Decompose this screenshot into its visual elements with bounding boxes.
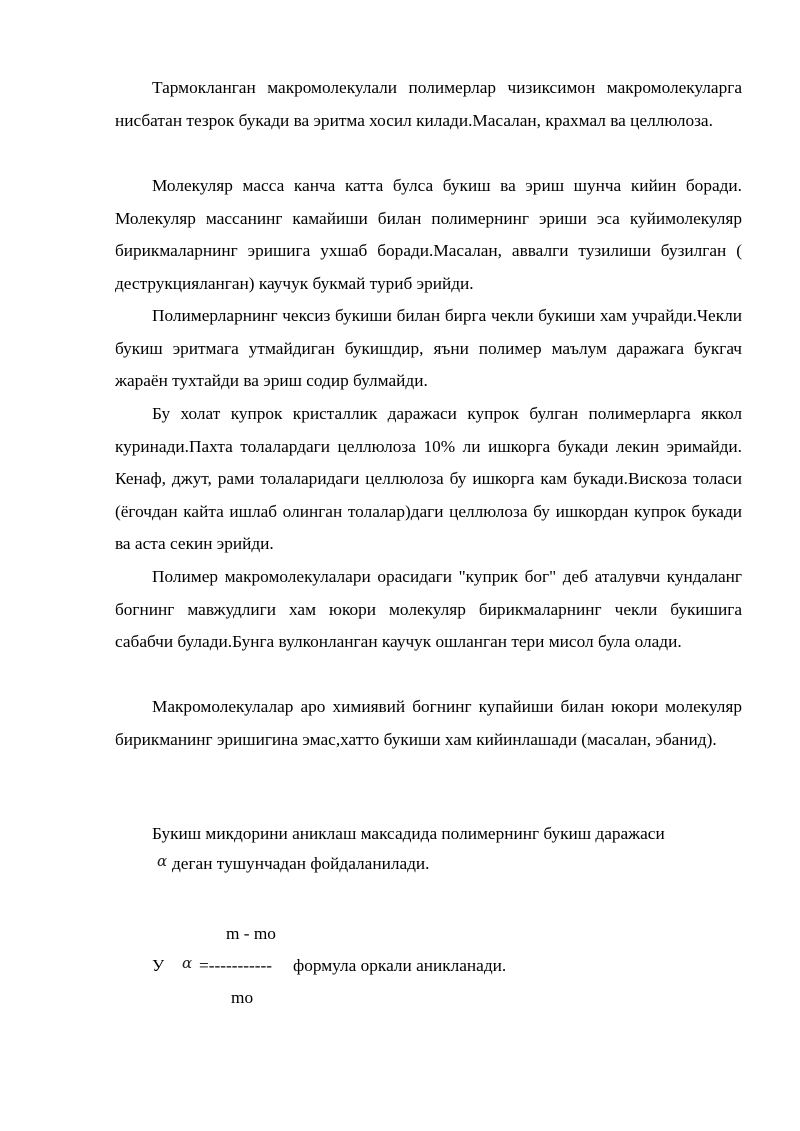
- paragraph-branched-polymers: Тармокланган макромолекулали полимерлар чизиксимон макромолекуларга нисбатан тезрок букади ва эритма хосил килади.Масалан, крахмал ва целлюлоза.: [115, 78, 742, 130]
- formula-description: формула оркали аникланади.: [293, 956, 507, 975]
- paragraph-cross-links: Полимер макромолекулалари орасидаги "куприк бог" деб аталувчи кундаланг богнинг мавжудлиги хам юкори молекуляр бирикмаларнинг чекли букишига сабабчи булади.Бунга вулконланган каучук ошланган тери мисол була олади.: [115, 567, 742, 651]
- formula-numerator: m - mo: [226, 924, 276, 943]
- paragraph-molecular-mass: Молекуляр масса канча катта булса букиш ва эриш шунча кийин боради. Молекуляр массанинг камайиши билан полимернинг эриши эса куйимолекуляр бирикмаларнинг эришига ухшаб боради.Масалан, аввалги тузилиши бузилган ( деструкцияланган) каучук букмай туриб эрийди.: [115, 176, 742, 293]
- alpha-symbol: α: [157, 852, 168, 870]
- definition-line-2: деган тушунчадан фойдаланилади.: [172, 854, 430, 873]
- paragraph-limited-swelling: Полимерларнинг чексиз букиши билан бирга чекли букиши хам учрайди.Чекли букиш эритмага утмайдиган букишдир, яъни полимер маълум даражага букгач жараён тухтайди ва эриш содир булмайди.: [115, 306, 742, 390]
- formula-fraction-bar: =-----------: [199, 956, 273, 975]
- paragraph-crystallinity: Бу холат купрок кристаллик даражаси купрок булган полимерларга яккол куринади.Пахта толалардаги целлюлоза 10% ли ишкорга букади лекин эримайди. Кенаф, джут, рами толаларидаги целлюлоза бу ишкорга кам букади.Вискоза толаси (ёгочдан кайта ишлаб олинган толалар)даги целлюлоза бу ишкордан купрок букади ва аста секин эрийди.: [115, 404, 742, 553]
- formula-alpha-symbol: α: [182, 954, 193, 972]
- definition-line-1: Букиш микдорини аниклаш максадида полимернинг букиш даражаси: [152, 824, 665, 843]
- formula-lhs: У: [152, 956, 165, 975]
- paragraph-chemical-bonds: Макромолекулалар аро химиявий богнинг купайиши билан юкори молекуляр бирикманинг эришигина эмас,хатто букиши хам кийинлашади (масалан, эбанид).: [115, 697, 742, 749]
- formula-denominator: mo: [231, 988, 254, 1007]
